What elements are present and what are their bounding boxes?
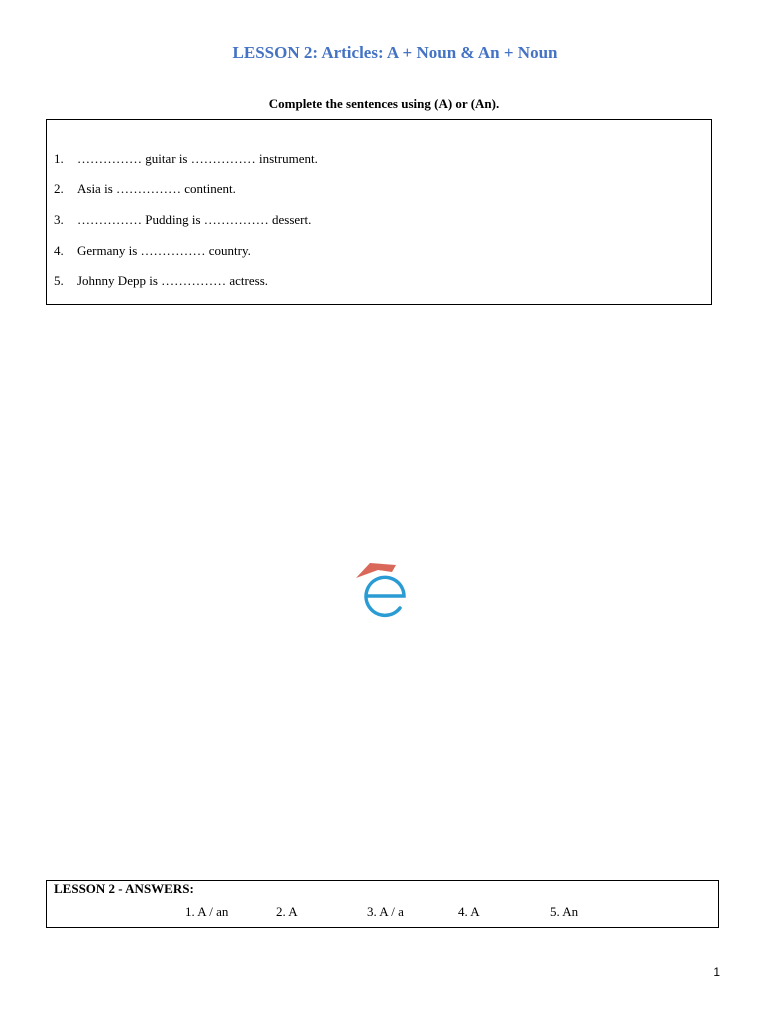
answer-item: 5. An	[550, 904, 579, 919]
question-text: …………… guitar is …………… instrument.	[77, 151, 318, 166]
answers-box	[46, 880, 719, 928]
instructions: Complete the sentences using (A) or (An).	[268, 96, 500, 111]
question-number: 5.	[54, 273, 64, 288]
graduation-cap-icon	[356, 563, 396, 578]
answer-item: 4. A	[458, 904, 480, 919]
page-number: 1	[713, 965, 720, 979]
page-title: LESSON 2: Articles: A + Noun & An + Noun	[232, 43, 558, 62]
question-text: …………… Pudding is …………… dessert.	[77, 212, 312, 227]
question-number: 1.	[54, 151, 64, 166]
answers-heading: LESSON 2 - ANSWERS:	[54, 881, 194, 896]
question-text: Germany is …………… country.	[77, 243, 251, 258]
question-item	[54, 181, 236, 197]
question-number: 2.	[54, 181, 64, 196]
exercise-box	[46, 119, 712, 305]
question-item	[54, 151, 318, 167]
question-number: 3.	[54, 212, 64, 227]
education-e-logo-icon	[352, 558, 412, 618]
question-item	[54, 243, 251, 259]
question-item	[54, 212, 311, 228]
answer-item: 3. A / a	[367, 904, 404, 919]
question-text: Johnny Depp is …………… actress.	[77, 273, 269, 288]
question-number: 4.	[54, 243, 64, 258]
answer-item: 2. A	[276, 904, 298, 919]
answer-item: 1. A / an	[185, 904, 229, 919]
question-text: Asia is …………… continent.	[77, 181, 236, 196]
letter-e-icon	[366, 577, 404, 615]
question-item	[54, 273, 268, 289]
